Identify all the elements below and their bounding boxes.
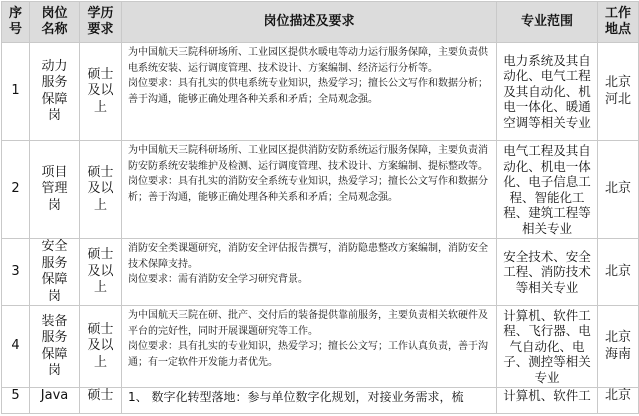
description-cell — [122, 141, 497, 239]
position-cell: 项目管理岗 — [30, 141, 80, 239]
header-position: 岗位名称 — [30, 2, 80, 43]
header-description: 岗位描述及要求 — [122, 2, 497, 43]
header-location: 工作地点 — [598, 2, 639, 43]
education-cell: 硕士 — [80, 388, 122, 414]
requirement-text: 岗位要求：具有扎实的专业知识，热爱学习；擅长公文写；工作认真负责，善于沟通；有一定软件开发能力者优先。 — [128, 341, 488, 368]
location-cell: 北京 — [598, 141, 639, 239]
table-row — [2, 388, 639, 414]
major-cell: 计算机、软件工 — [497, 388, 598, 414]
description-cell — [122, 239, 497, 306]
job-table — [1, 1, 639, 414]
location-cell: 北京海南 — [598, 306, 639, 388]
row-number: 2 — [2, 141, 30, 239]
header-education: 学历要求 — [80, 2, 122, 43]
major-cell: 电气工程及其自动化、机电一体化、电子信息工程、智能化工程、建筑工程等相关专业 — [497, 141, 598, 239]
major-cell: 安全技术、安全工程、消防技术等相关专业 — [497, 239, 598, 306]
description-cell — [122, 306, 497, 388]
row-number: 3 — [2, 239, 30, 306]
requirement-text: 岗位要求：需有消防安全学习研究背景。 — [128, 274, 308, 285]
requirement-text: 岗位要求：具有扎实的供电系统专业知识，热爱学习；擅长公文写作和数据分析；善于沟通，能够正确处理各种关系和矛盾；全局观念强。 — [128, 78, 488, 105]
description-cell — [122, 43, 497, 141]
education-cell: 硕士及以上 — [80, 141, 122, 239]
row-number: 1 — [2, 43, 30, 141]
location-cell: 北京 — [598, 388, 639, 414]
description-text: 为中国航天三院科研场所、工业园区提供消防安防系统运行服务保障，主要负责消防安防系统安装维护及检测、运行调度管理、技术设计、方案编制、提标整改等。 — [128, 145, 488, 172]
major-cell: 计算机、软件工程、飞行器、电气自动化、电子、测控等相关专业 — [497, 306, 598, 388]
position-cell: 装备服务保障岗 — [30, 306, 80, 388]
header-major: 专业范围 — [497, 2, 598, 43]
row-number: 5 — [2, 388, 30, 414]
table-row — [2, 306, 639, 388]
education-cell: 硕士及以上 — [80, 43, 122, 141]
position-cell: 动力服务保障岗 — [30, 43, 80, 141]
table-row — [2, 239, 639, 306]
education-cell: 硕士及以上 — [80, 239, 122, 306]
row-number: 4 — [2, 306, 30, 388]
table-row — [2, 141, 639, 239]
table-row — [2, 43, 639, 141]
description-text: 消防安全类课题研究，消防安全评估报告撰写，消防隐患整改方案编制，消防安全技术保障支持。 — [128, 243, 488, 270]
description-text: 为中国航天三院在研、批产、交付后的装备提供靠前服务，主要负责相关软硬件及平台的完好性，同时开展课题研究等工作。 — [128, 310, 488, 337]
education-cell: 硕士及以上 — [80, 306, 122, 388]
description-text: 为中国航天三院科研场所、工业园区提供水暖电等动力运行服务保障，主要负责供电系统安装、运行调度管理、技术设计、方案编制、经济运行分析等。 — [128, 47, 488, 74]
description-text: 1、 数字化转型落地：参与单位数字化规划，对接业务需求，梳 — [128, 390, 464, 404]
position-cell: Java — [30, 388, 80, 414]
description-cell — [122, 388, 497, 414]
header-no: 序号 — [2, 2, 30, 43]
requirement-text: 岗位要求：具有扎实的消防安全系统专业知识，热爱学习；擅长公文写作和数据分析；善于沟通，能够正确处理各种关系和矛盾；全局观念强。 — [128, 176, 488, 203]
major-cell: 电力系统及其自动化、电气工程及其自动化、机电一体化、暖通空调等相关专业 — [497, 43, 598, 141]
location-cell: 北京河北 — [598, 43, 639, 141]
position-cell: 安全服务保障岗 — [30, 239, 80, 306]
location-cell: 北京 — [598, 239, 639, 306]
header-row — [2, 2, 639, 43]
